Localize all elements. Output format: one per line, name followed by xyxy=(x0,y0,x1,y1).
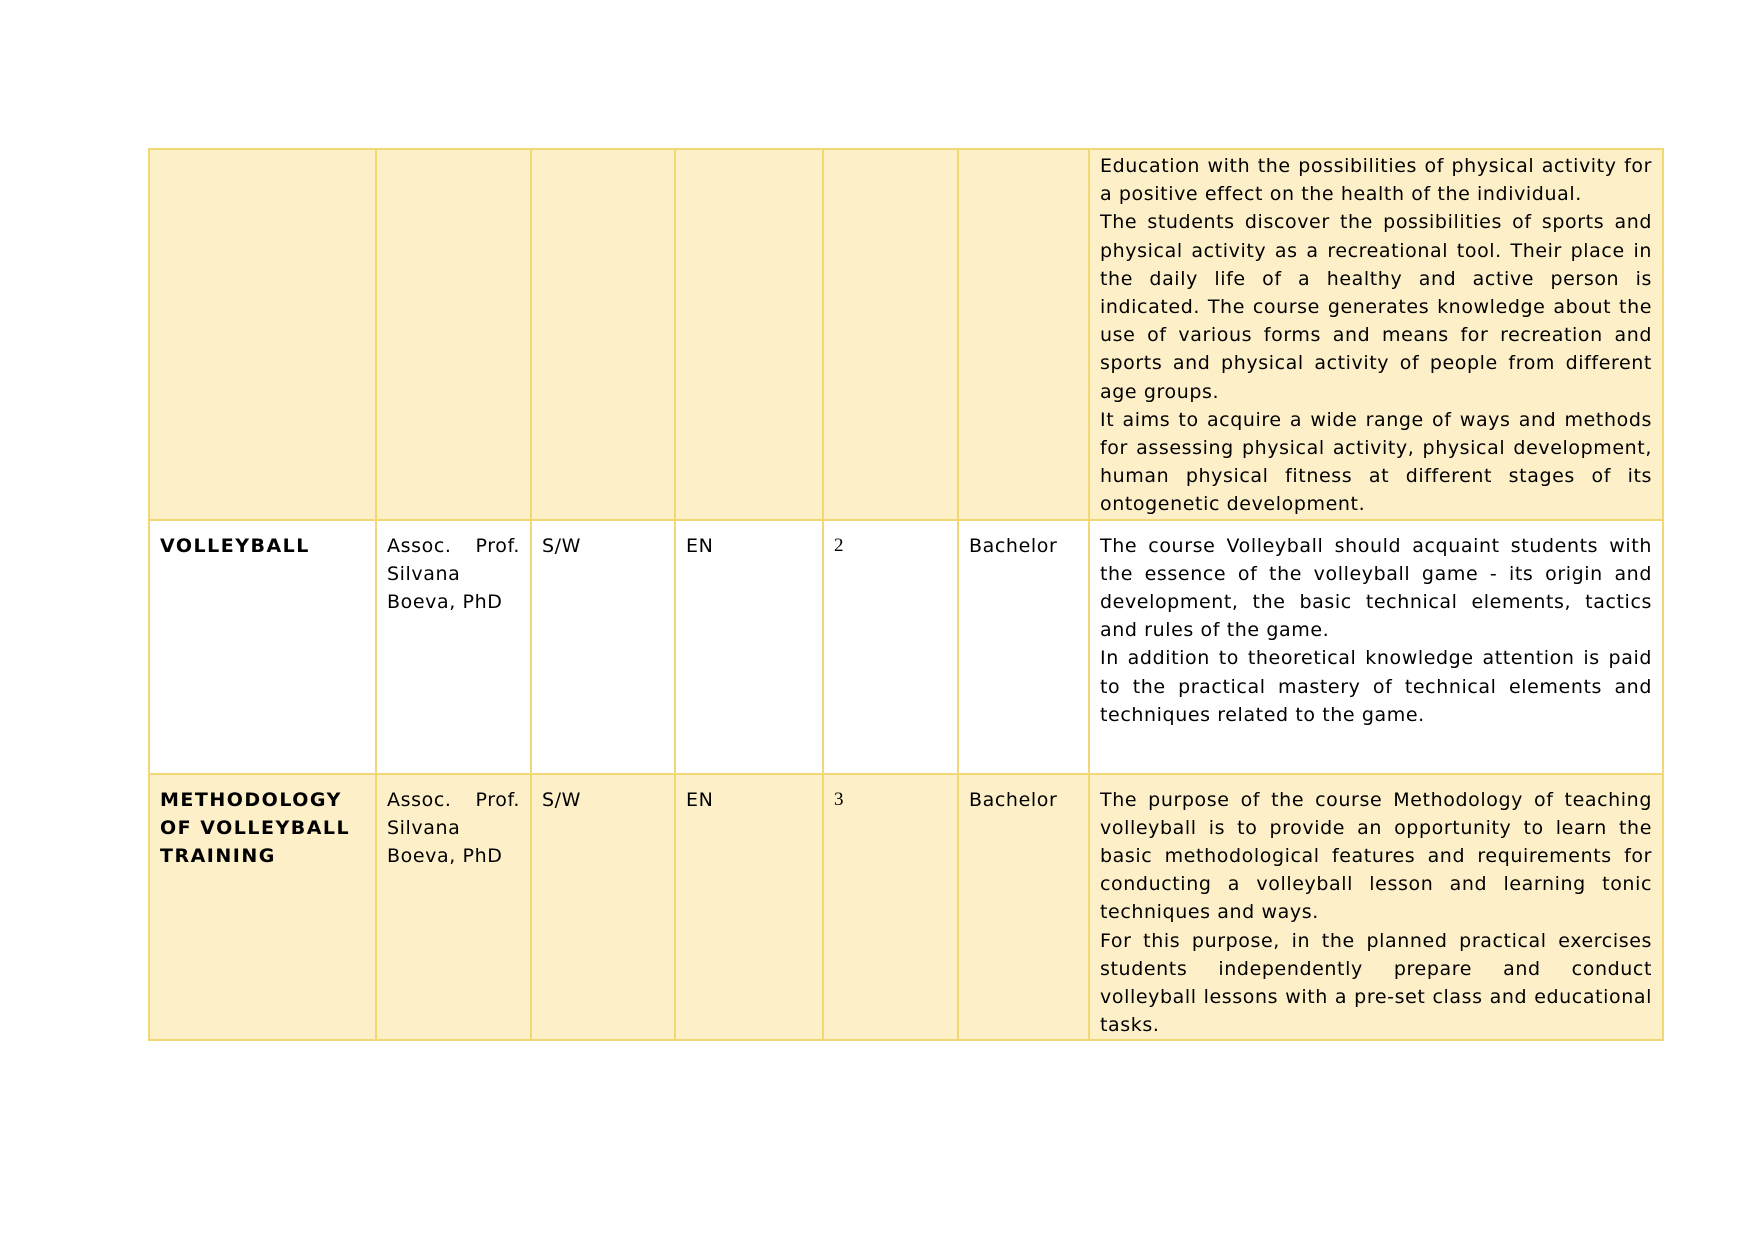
description-paragraph: The purpose of the course Methodology of teaching volleyball is to provide an opportunity to learn the basic methodological features and requirements for conducting a volleyball lesson and learning tonic techniques and ways. xyxy=(1100,788,1652,924)
semester-cell: S/W xyxy=(531,774,675,1041)
description-paragraph: In addition to theoretical knowledge attention is paid to the practical mastery of technical elements and techniques related to the game. xyxy=(1100,647,1652,726)
semester-cell xyxy=(531,149,675,520)
credits-cell xyxy=(823,149,958,520)
level-cell xyxy=(958,149,1089,520)
description-paragraph: The course Volleyball should acquaint students with the essence of the volleyball game - its origin and development, the basic technical elements, tactics and rules of the game. xyxy=(1100,534,1652,642)
description-cell xyxy=(1089,774,1663,1041)
course-title-cell: VOLLEYBALL xyxy=(149,520,376,774)
course-title-cell: METHODOLOGY OF VOLLEYBALL TRAINING xyxy=(149,774,376,1041)
description-cell xyxy=(1089,149,1663,520)
description-cell xyxy=(1089,520,1663,774)
table-row xyxy=(149,149,1663,520)
description-paragraph: It aims to acquire a wide range of ways and methods for assessing physical activity, physical development, human physical fitness at different stages of its ontogenetic development. xyxy=(1100,408,1652,516)
language-cell: EN xyxy=(675,774,823,1041)
semester-cell: S/W xyxy=(531,520,675,774)
credits-cell: 2 xyxy=(823,520,958,774)
table-row xyxy=(149,774,1663,1041)
language-cell: EN xyxy=(675,520,823,774)
course-title-cell xyxy=(149,149,376,520)
description-paragraph: The students discover the possibilities of sports and physical activity as a recreational tool. Their place in the daily life of a healthy and active person is indicated. The course generates knowledge about the use of various forms and means for recreation and sports and physical activity of people from different age groups. xyxy=(1100,211,1652,403)
lecturer-cell xyxy=(376,149,531,520)
table-row xyxy=(149,520,1663,774)
level-cell: Bachelor xyxy=(958,774,1089,1041)
description-paragraph: Education with the possibilities of physical activity for a positive effect on the health of the individual. xyxy=(1100,155,1652,206)
level-cell: Bachelor xyxy=(958,520,1089,774)
lecturer-cell: Assoc. Prof. Silvana Boeva, PhD xyxy=(376,774,531,1041)
language-cell xyxy=(675,149,823,520)
description-paragraph: For this purpose, in the planned practical exercises students independently prepare and conduct volleyball lessons with a pre-set class and educational tasks. xyxy=(1100,929,1652,1037)
course-table xyxy=(148,148,1664,1041)
lecturer-cell: Assoc. Prof. Silvana Boeva, PhD xyxy=(376,520,531,774)
credits-cell: 3 xyxy=(823,774,958,1041)
